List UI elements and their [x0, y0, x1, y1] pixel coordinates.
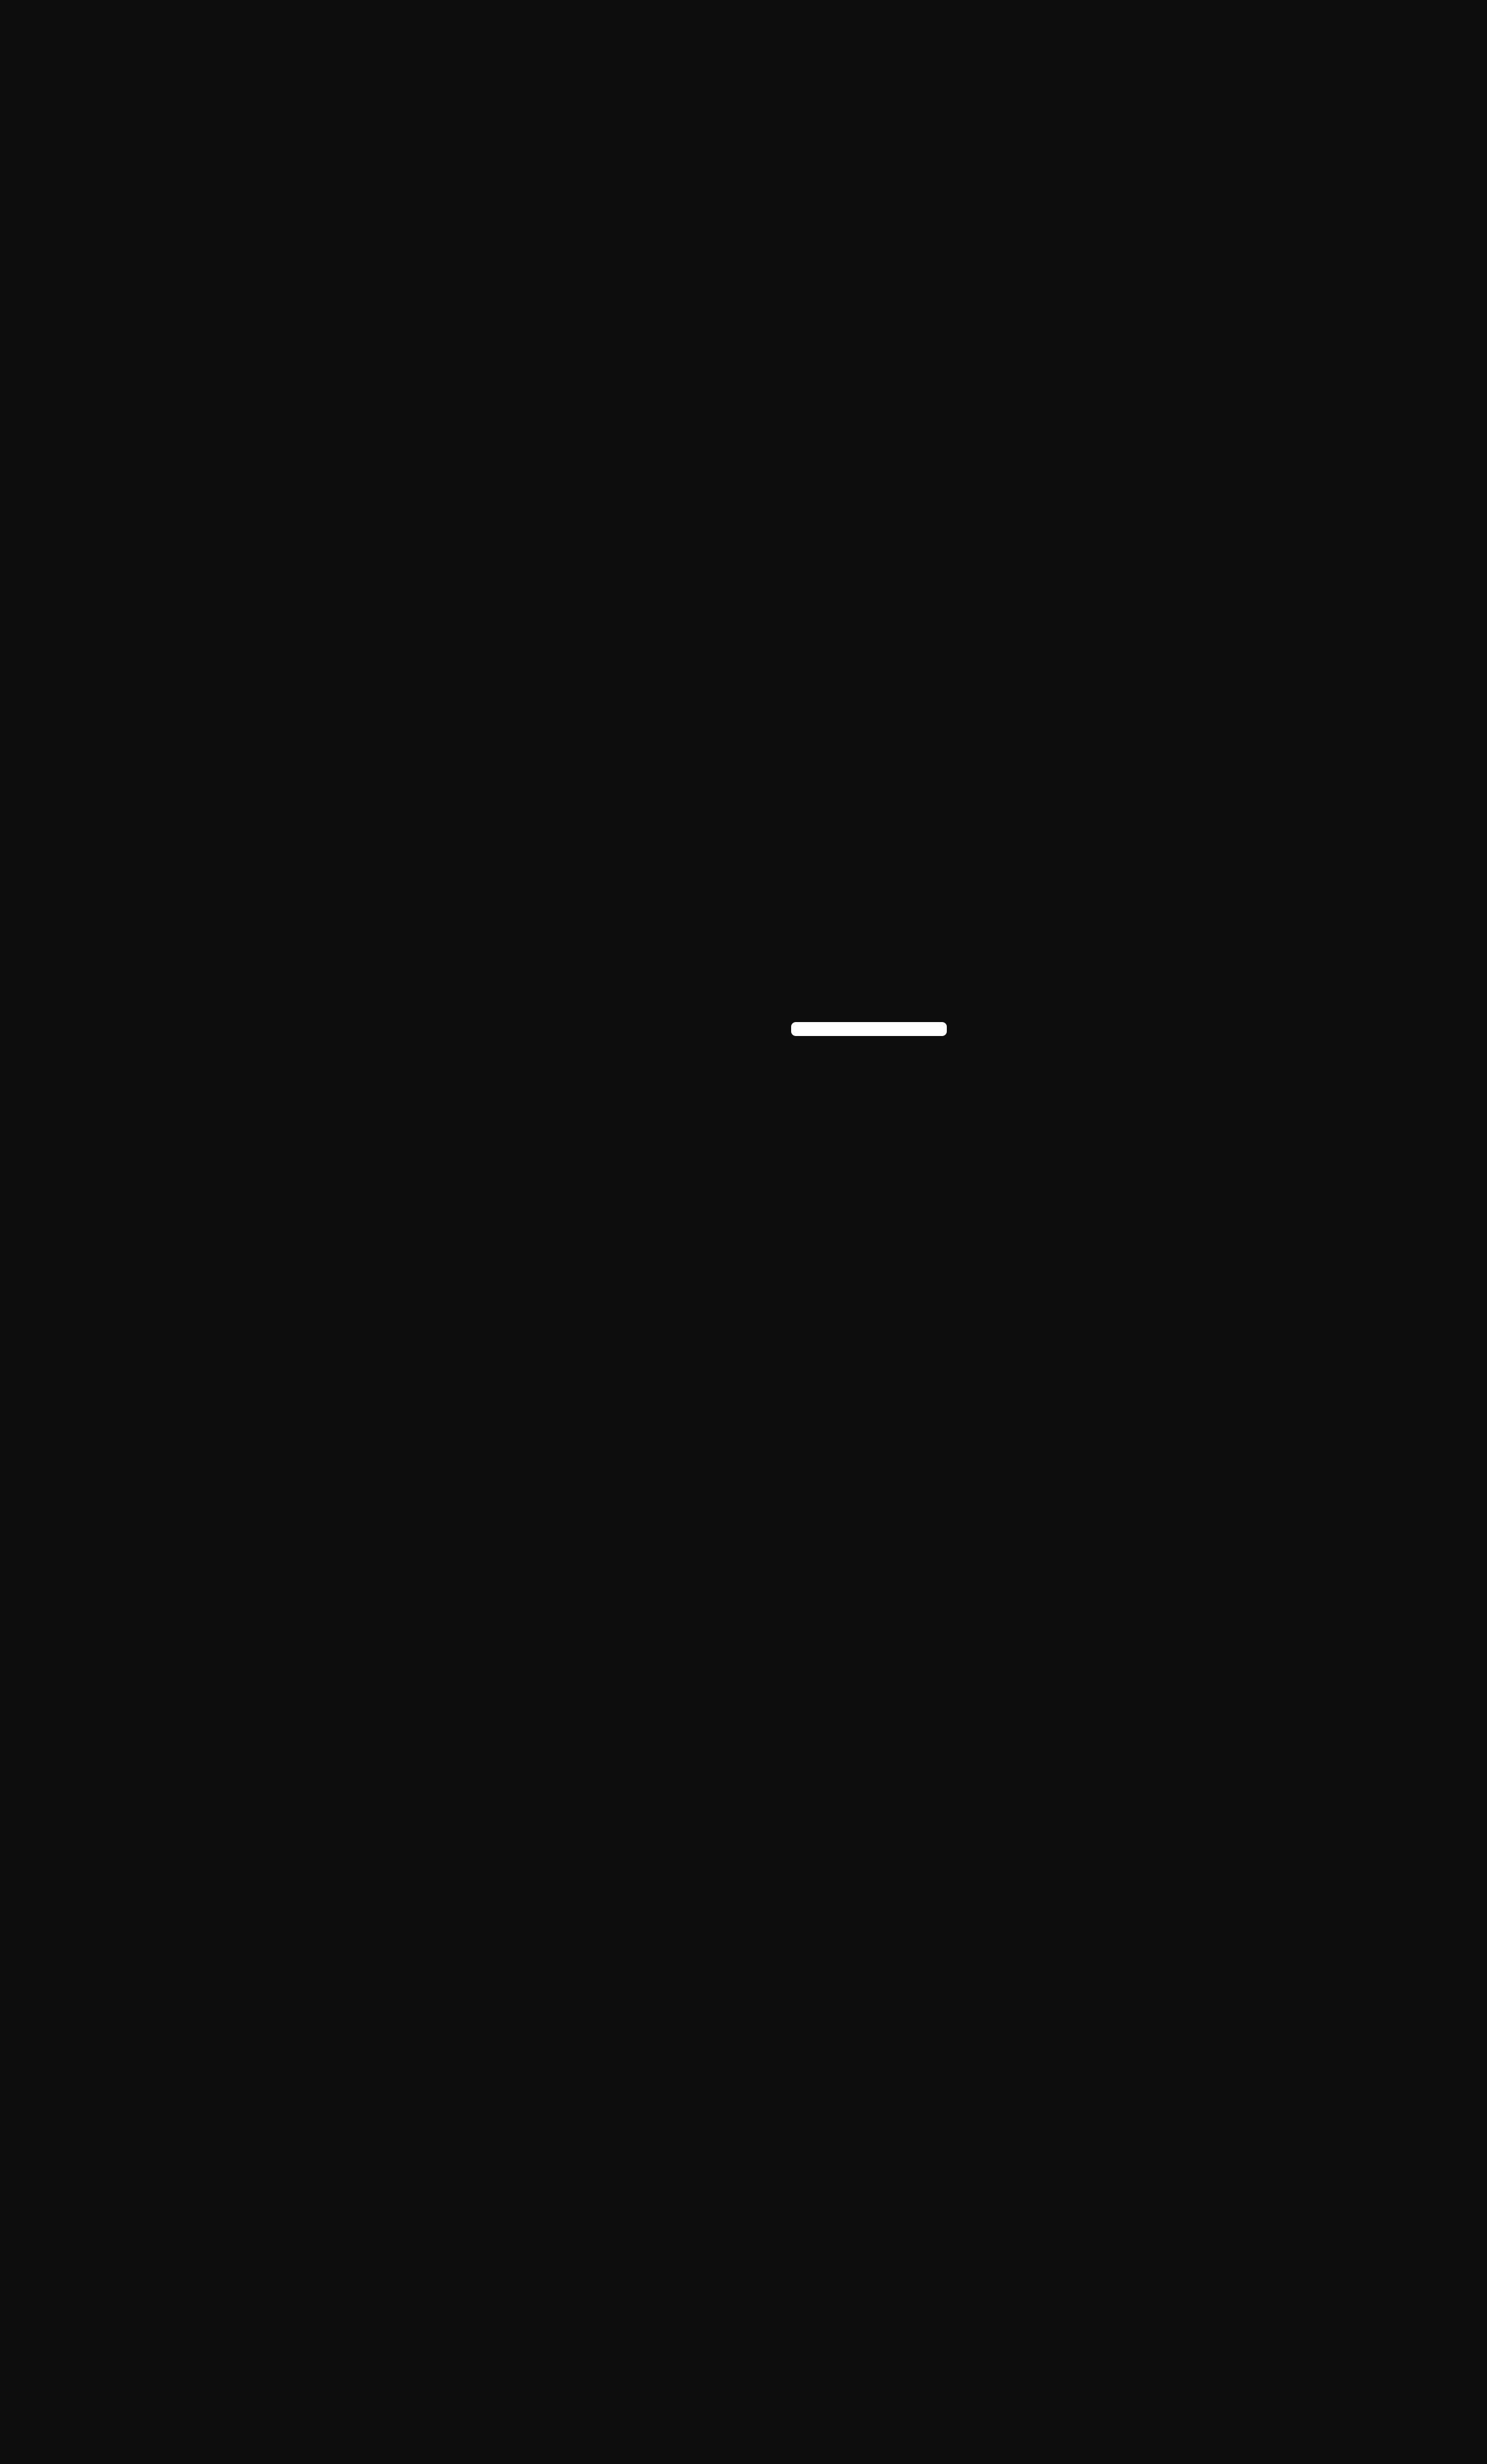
root-topic[interactable] [791, 1022, 947, 1036]
